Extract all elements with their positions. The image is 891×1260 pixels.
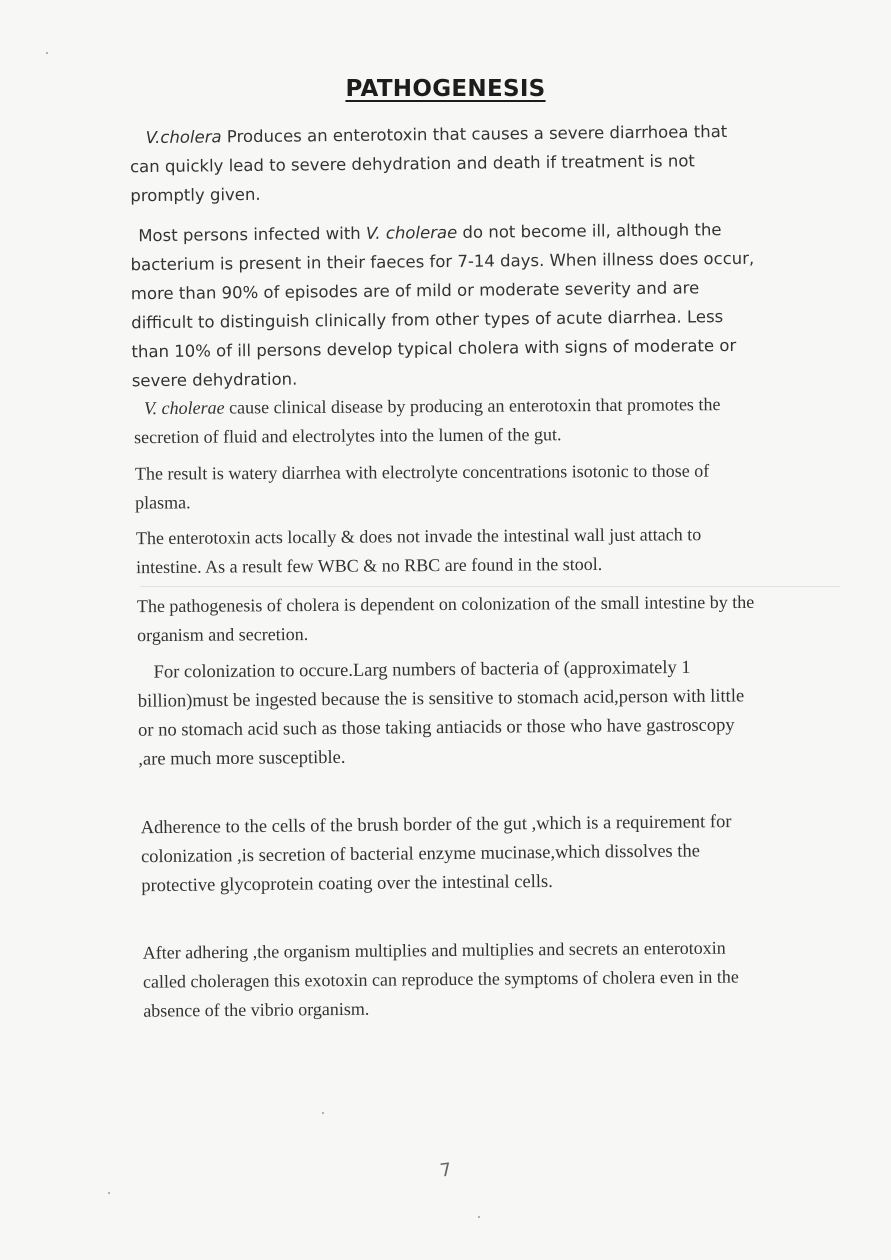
paragraph-intro: [130, 117, 751, 210]
page-title-text: PATHOGENESIS: [345, 76, 546, 102]
paragraph-adherence: [141, 808, 762, 901]
scan-speck: [108, 1192, 110, 1194]
scan-speck: [478, 1216, 480, 1218]
paragraph-clinical-disease: [134, 390, 764, 452]
page-title: [0, 76, 891, 102]
paragraph-text: Adherence to the cells of the brush border of the gut ,which is a requirement for colonization ,is secretion of bacterial enzyme mucinase,which dissolves the protective glycoprotein coating over the intestinal cells.: [140, 812, 732, 897]
scan-speck: [322, 1112, 324, 1114]
page-number: 7: [438, 1159, 453, 1182]
paragraph-text: cause clinical disease by producing an enterotoxin that promotes the secretion of fluid and electrolytes into the lumen of the gut.: [134, 394, 721, 448]
species-name: V. cholerae: [143, 397, 225, 419]
scan-fold-line: [140, 586, 840, 587]
paragraph-infection: [130, 215, 762, 396]
paragraph-text: The enterotoxin acts locally & does not invade the intestinal wall just attach to intestine. As a result few WBC & no RBC are found in the stool.: [135, 524, 702, 578]
paragraph-watery-diarrhea: [135, 456, 755, 517]
paragraph-text: Produces an enterotoxin that causes a severe diarrhoea that can quickly lead to severe dehydration and death if treatment is not promptly given.: [129, 121, 728, 206]
paragraph-local-action: [136, 520, 756, 582]
paragraph-colonization-dependence: [137, 588, 757, 650]
paragraph-text: Most persons infected with: [138, 223, 367, 246]
species-name: V.cholera: [145, 127, 222, 148]
paragraph-text: The pathogenesis of cholera is dependent on colonization of the small intestine by the organism and secretion.: [136, 591, 755, 646]
species-name: V. cholerae: [365, 222, 458, 243]
paragraph-colonization: [138, 653, 759, 774]
paragraph-text: For colonization to occure.Larg numbers of bacteria of (approximately 1 billion)must be ingested because the is sensitive to stomach acid,person with little or no stomach acid such as those taking antiacids or those who have gastroscopy ,are much more susceptible.: [137, 657, 745, 770]
paragraph-choleragen: [143, 933, 764, 1025]
paragraph-text: The result is watery diarrhea with electrolyte concentrations isotonic to those of plasma.: [134, 460, 710, 513]
paragraph-text: do not become ill, although the bacterium is present in their faeces for 7-14 days. When illness does occur, more than 90% of episodes are of mild or moderate severity and are difficult to distinguish clinically from other types of acute diarrhea. Less than 10% of ill persons develop typical cholera with signs of moderate or severe dehydration.: [130, 220, 755, 391]
scan-speck: [46, 52, 48, 54]
paragraph-text: After adhering ,the organism multiplies and multiplies and secrets an enterotoxin called choleragen this exotoxin can reproduce the symptoms of cholera even in the absence of the vibrio organism.: [142, 937, 739, 1021]
